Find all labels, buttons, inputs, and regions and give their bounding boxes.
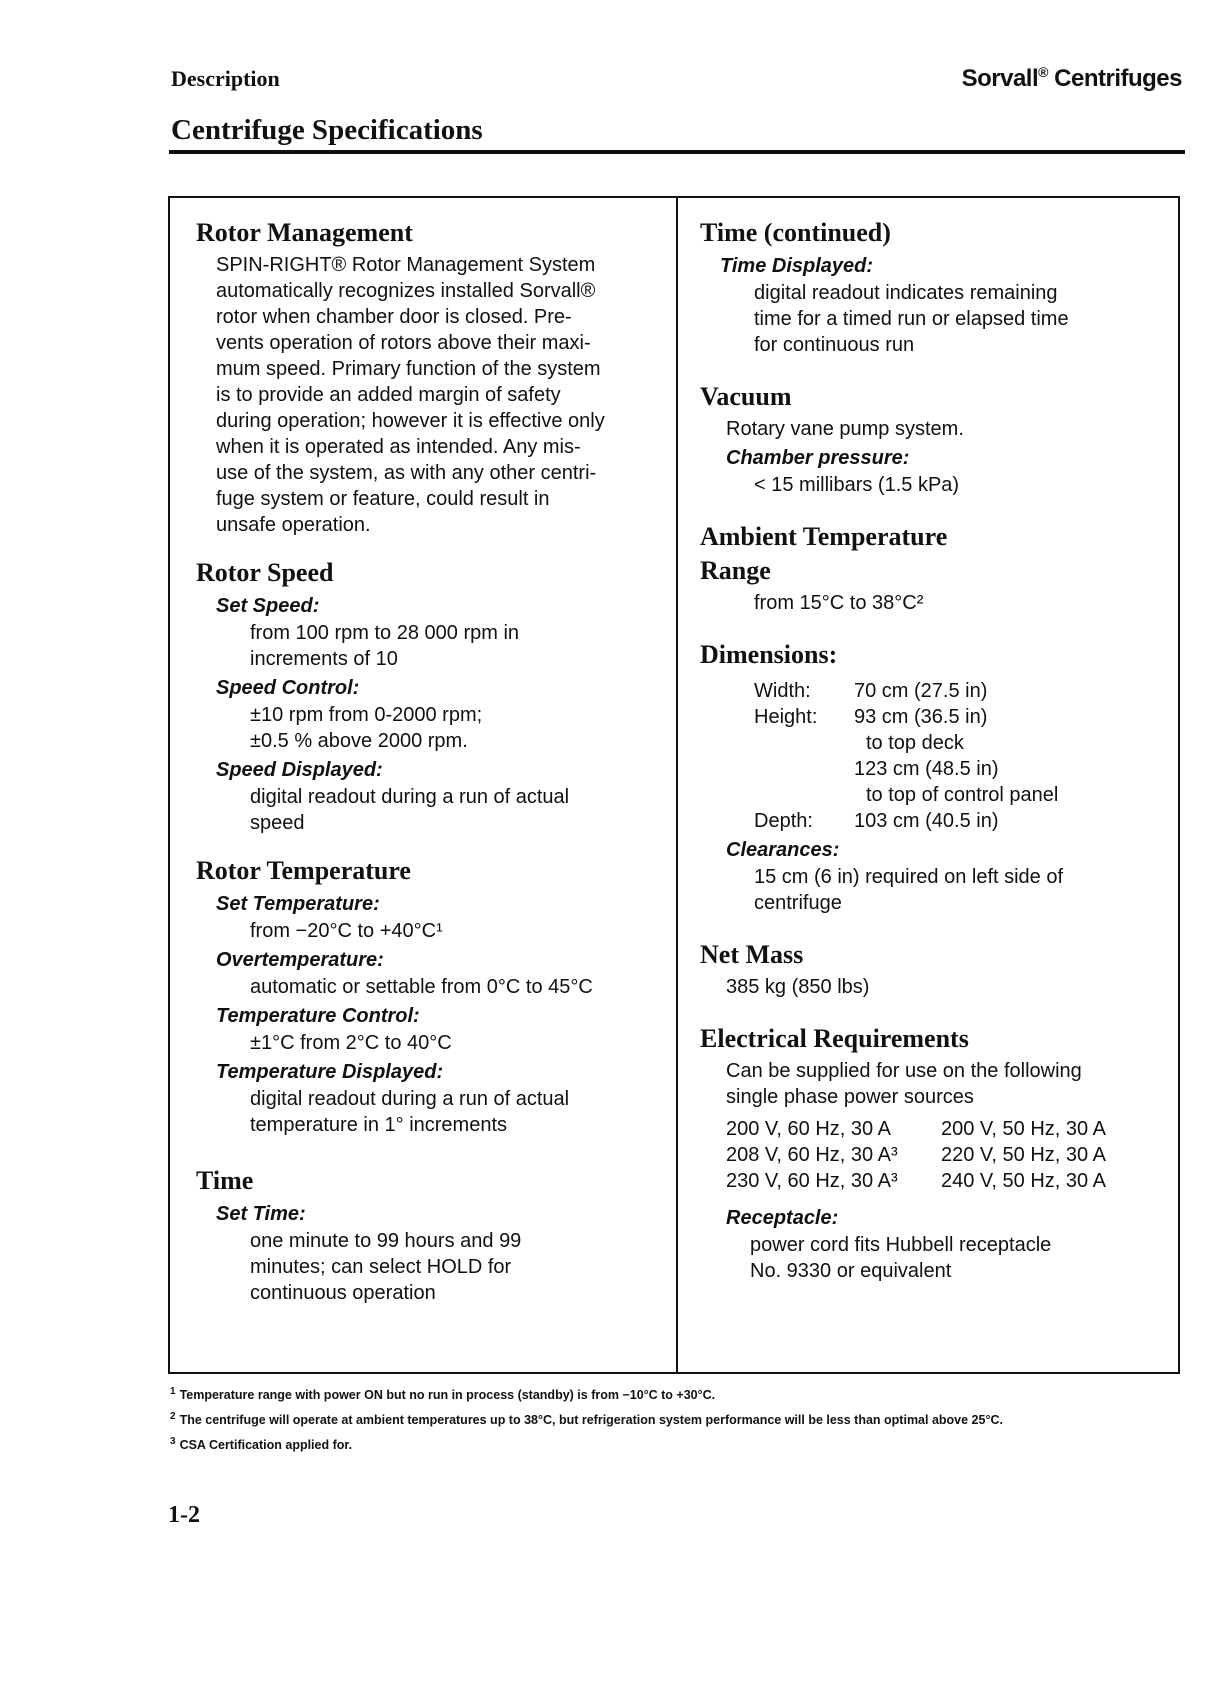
text-line: increments of 10 — [250, 648, 398, 670]
left-column — [196, 198, 656, 1306]
text-line: from −20°C to +40°C¹ — [250, 920, 443, 942]
speed-control-label: Speed Control: — [216, 677, 360, 699]
text-line: No. 9330 or equivalent — [750, 1260, 952, 1282]
receptacle-label: Receptacle: — [726, 1207, 839, 1229]
text-line: digital readout during a run of actual — [250, 1088, 570, 1110]
net-mass-section — [700, 940, 1170, 1000]
section-title: Ambient Temperature — [700, 522, 948, 551]
power-source: 208 V, 60 Hz, 30 A³ — [726, 1144, 898, 1166]
section-title: Range — [700, 556, 771, 585]
power-source: 200 V, 50 Hz, 30 A — [941, 1118, 1106, 1140]
footnote-number: 1 — [170, 1386, 176, 1397]
text-line: single phase power sources — [726, 1086, 974, 1108]
text-line: rotor when chamber door is closed. Pre- — [216, 306, 572, 328]
section-title: Electrical Requirements — [700, 1024, 969, 1053]
width-value: 70 cm (27.5 in) — [854, 680, 988, 702]
brand-name: Sorvall — [961, 65, 1039, 92]
footnote-text: The centrifuge will operate at ambient temperatures up to 38°C, but refrigeration system performance will be less than optimal above 25°C. — [179, 1413, 1003, 1428]
spec-table — [168, 196, 1180, 1374]
width-label: Width: — [754, 680, 811, 702]
text-line: Can be supplied for use on the following — [726, 1060, 1082, 1082]
text-line: power cord fits Hubbell receptacle — [750, 1234, 1052, 1256]
text-line: automatically recognizes installed Sorvall® — [216, 280, 596, 302]
text-line: temperature in 1° increments — [250, 1114, 508, 1136]
text-line: is to provide an added margin of safety — [216, 384, 561, 406]
section-title: Rotor Management — [196, 218, 413, 247]
text-line: mum speed. Primary function of the system — [216, 358, 601, 380]
power-source: 240 V, 50 Hz, 30 A — [941, 1170, 1106, 1192]
vacuum-section — [700, 382, 1170, 498]
text-line: unsafe operation. — [216, 514, 371, 536]
power-source: 200 V, 60 Hz, 30 A — [726, 1118, 891, 1140]
registered-mark: ® — [1038, 64, 1048, 80]
rotor-management-section — [196, 218, 656, 538]
footnote-text: CSA Certification applied for. — [179, 1438, 353, 1453]
text-line: speed — [250, 812, 305, 834]
height-row — [754, 704, 1170, 730]
time-section — [196, 1166, 656, 1306]
chamber-pressure-label: Chamber pressure: — [726, 447, 910, 469]
text-line: vents operation of rotors above their maxi- — [216, 332, 591, 354]
text-line: during operation; however it is effective only — [216, 410, 605, 432]
chamber-pressure-value: < 15 millibars (1.5 kPa) — [754, 474, 960, 496]
page-number: 1-2 — [168, 1502, 200, 1528]
ambient-range-value: from 15°C to 38°C² — [754, 592, 924, 614]
overtemperature-label: Overtemperature: — [216, 949, 384, 971]
text-line: ±10 rpm from 0-2000 rpm; — [250, 704, 483, 726]
height-note: to top of control panel — [866, 784, 1059, 806]
set-temperature-label: Set Temperature: — [216, 893, 380, 915]
page-title: Centrifuge Specifications — [171, 114, 483, 146]
set-time-label: Set Time: — [216, 1203, 306, 1225]
time-continued-section — [700, 218, 1170, 358]
footnote-number: 2 — [170, 1411, 176, 1423]
section-title: Rotor Speed — [196, 558, 334, 587]
right-column — [700, 198, 1170, 1284]
text-line: centrifuge — [754, 892, 842, 914]
rotor-temperature-section — [196, 856, 656, 1138]
text-line: time for a timed run or elapsed time — [754, 308, 1069, 330]
rotor-management-text — [216, 252, 656, 538]
footnote-text: Temperature range with power ON but no run in process (standby) is from −10°C to +30°C. — [179, 1388, 716, 1403]
text-line: minutes; can select HOLD for — [250, 1256, 512, 1278]
text-line: continuous operation — [250, 1282, 436, 1304]
text-line: from 100 rpm to 28 000 rpm in — [250, 622, 520, 644]
text-line: automatic or settable from 0°C to 45°C — [250, 976, 593, 998]
depth-row — [754, 808, 1170, 834]
brand-header — [962, 64, 1182, 93]
product-name: Centrifuges — [1054, 65, 1182, 92]
footnote — [170, 1406, 1003, 1431]
text-line: when it is operated as intended. Any mis- — [216, 436, 581, 458]
clearances-label: Clearances: — [726, 839, 840, 861]
electrical-section — [700, 1024, 1170, 1284]
vacuum-system-text: Rotary vane pump system. — [726, 418, 964, 440]
footnotes — [170, 1381, 1003, 1456]
power-source: 220 V, 50 Hz, 30 A — [941, 1144, 1106, 1166]
height-note: to top deck — [866, 732, 964, 754]
height-value-2: 123 cm (48.5 in) — [854, 758, 999, 780]
section-title: Time — [196, 1166, 254, 1195]
section-title: Dimensions: — [700, 640, 838, 669]
text-line: for continuous run — [754, 334, 915, 356]
footnote-number: 3 — [170, 1436, 176, 1448]
depth-label: Depth: — [754, 810, 813, 832]
temperature-control-label: Temperature Control: — [216, 1005, 420, 1027]
rotor-speed-section — [196, 558, 656, 836]
text-line: one minute to 99 hours and 99 — [250, 1230, 522, 1252]
footnote — [170, 1381, 1003, 1406]
section-title: Vacuum — [700, 382, 792, 411]
section-title: Rotor Temperature — [196, 856, 411, 885]
set-speed-label: Set Speed: — [216, 595, 320, 617]
net-mass-value: 385 kg (850 lbs) — [726, 976, 870, 998]
temperature-displayed-label: Temperature Displayed: — [216, 1061, 444, 1083]
text-line: SPIN-RIGHT® Rotor Management System — [216, 254, 596, 276]
text-line: ±1°C from 2°C to 40°C — [250, 1032, 452, 1054]
width-row — [754, 678, 1170, 704]
text-line: ±0.5 % above 2000 rpm. — [250, 730, 468, 752]
height-label: Height: — [754, 706, 818, 728]
depth-value: 103 cm (40.5 in) — [854, 810, 999, 832]
time-displayed-label: Time Displayed: — [720, 255, 874, 277]
speed-displayed-label: Speed Displayed: — [216, 759, 383, 781]
text-line: use of the system, as with any other centri- — [216, 462, 597, 484]
section-title: Net Mass — [700, 940, 804, 969]
section-title: Time (continued) — [700, 218, 891, 247]
text-line: 15 cm (6 in) required on left side of — [754, 866, 1064, 888]
text-line: digital readout indicates remaining — [754, 282, 1058, 304]
power-sources-grid — [726, 1116, 1170, 1194]
text-line: fuge system or feature, could result in — [216, 488, 550, 510]
ambient-temperature-section — [700, 522, 1170, 616]
text-line: digital readout during a run of actual — [250, 786, 570, 808]
section-label: Description — [171, 66, 280, 91]
height-value: 93 cm (36.5 in) — [854, 706, 988, 728]
title-rule — [169, 150, 1185, 154]
power-source: 230 V, 60 Hz, 30 A³ — [726, 1170, 898, 1192]
dimensions-section — [700, 640, 1170, 916]
column-divider — [676, 198, 678, 1372]
footnote — [170, 1431, 1003, 1456]
